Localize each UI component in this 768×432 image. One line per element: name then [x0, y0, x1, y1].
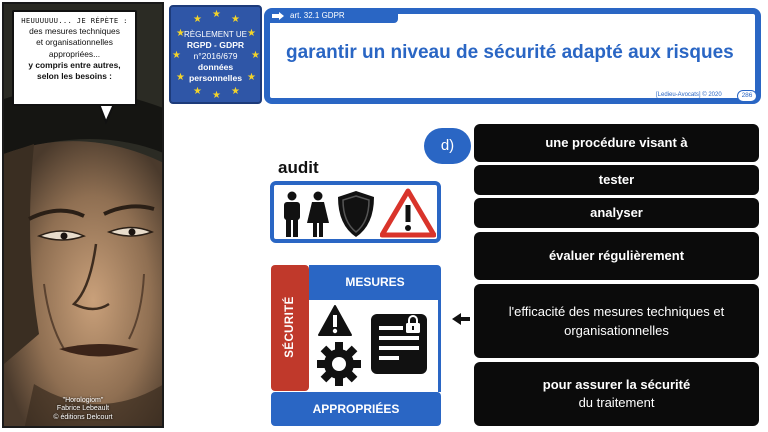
article-reference: art. 32.1 GDPR: [290, 11, 345, 20]
eu-star-icon: ★: [193, 14, 202, 25]
man-icon: [280, 191, 304, 237]
audit-icon-box: [270, 181, 441, 243]
bubble-line: et organisationnelles: [36, 37, 113, 48]
bubble-line: des mesures techniques: [29, 26, 120, 37]
eu-badge-line: RGPD - GDPR: [186, 40, 245, 50]
warning-icon: [317, 304, 353, 338]
effectiveness-line: organisationnelles: [564, 323, 669, 338]
measures-label: MESURES: [309, 265, 441, 300]
arrow-left-icon: [452, 313, 470, 325]
item-letter-badge: d): [424, 128, 471, 164]
eu-badge-line: RÈGLEMENT UE: [184, 30, 247, 39]
evaluate-text: évaluer régulièrement: [548, 248, 685, 263]
eu-star-icon: ★: [231, 14, 240, 25]
test-box: [474, 165, 759, 195]
procedure-text: une procédure visant à: [545, 135, 688, 150]
article-reference-tab: [268, 9, 398, 23]
credit-line: "Horologiom": [62, 396, 104, 404]
eu-star-icon: ★: [212, 90, 221, 101]
eu-star-icon: ★: [193, 86, 202, 97]
woman-icon: [306, 191, 330, 237]
analyze-text: analyser: [590, 205, 643, 220]
audit-heading: audit: [278, 158, 319, 177]
effectiveness-box: [474, 284, 759, 358]
gear-icon: [315, 340, 363, 388]
bubble-line: selon les besoins :: [37, 71, 112, 82]
speech-bubble: [12, 10, 137, 106]
eu-star-icon: ★: [247, 28, 256, 39]
test-text: tester: [598, 172, 635, 187]
eu-badge-line: personnelles: [188, 73, 242, 83]
copyright-credit: [Ledieu-Avocats] © 2020: [656, 92, 722, 98]
purpose-line-bold: pour assurer la sécurité: [542, 377, 691, 392]
evaluate-box: [474, 232, 759, 280]
purpose-box: [474, 362, 759, 426]
eu-badge-line: données: [197, 62, 234, 72]
eu-star-icon: ★: [212, 9, 221, 20]
eu-star-icon: ★: [176, 72, 185, 83]
page-number: 286: [737, 90, 757, 102]
bubble-line: appropriées...: [48, 48, 101, 59]
eu-badge-line: n°2016/679: [193, 51, 238, 61]
bubble-line: y compris entre autres,: [28, 59, 121, 70]
comic-panel: [2, 2, 164, 428]
warning-triangle-icon: [380, 188, 436, 238]
analyze-box: [474, 198, 759, 228]
procedure-box: [474, 124, 759, 162]
security-icons-area: [309, 300, 441, 392]
credit-line: Fabrice Lebeault: [56, 405, 110, 413]
eu-star-icon: ★: [247, 72, 256, 83]
eu-star-icon: ★: [172, 50, 181, 61]
effectiveness-line: l'efficacité des mesures techniques et: [508, 304, 725, 319]
eu-star-icon: ★: [251, 50, 260, 61]
comic-credit: [4, 397, 162, 422]
document-lock-icon: [369, 312, 429, 376]
purpose-line: du traitement: [578, 395, 655, 410]
shield-icon: [336, 189, 376, 239]
arrow-right-icon: [272, 12, 284, 20]
eu-star-icon: ★: [176, 28, 185, 39]
appropriate-label: APPROPRIÉES: [271, 392, 441, 426]
eu-star-icon: ★: [231, 86, 240, 97]
page-title: garantir un niveau de sécurité adapté aux risques: [286, 42, 734, 63]
eu-regulation-badge: [169, 5, 262, 104]
security-label: SÉCURITÉ: [284, 296, 296, 358]
credit-line: © éditions Delcourt: [53, 413, 113, 421]
bubble-line: HEUUUUUU... JE RÉPÈTE :: [21, 16, 128, 25]
